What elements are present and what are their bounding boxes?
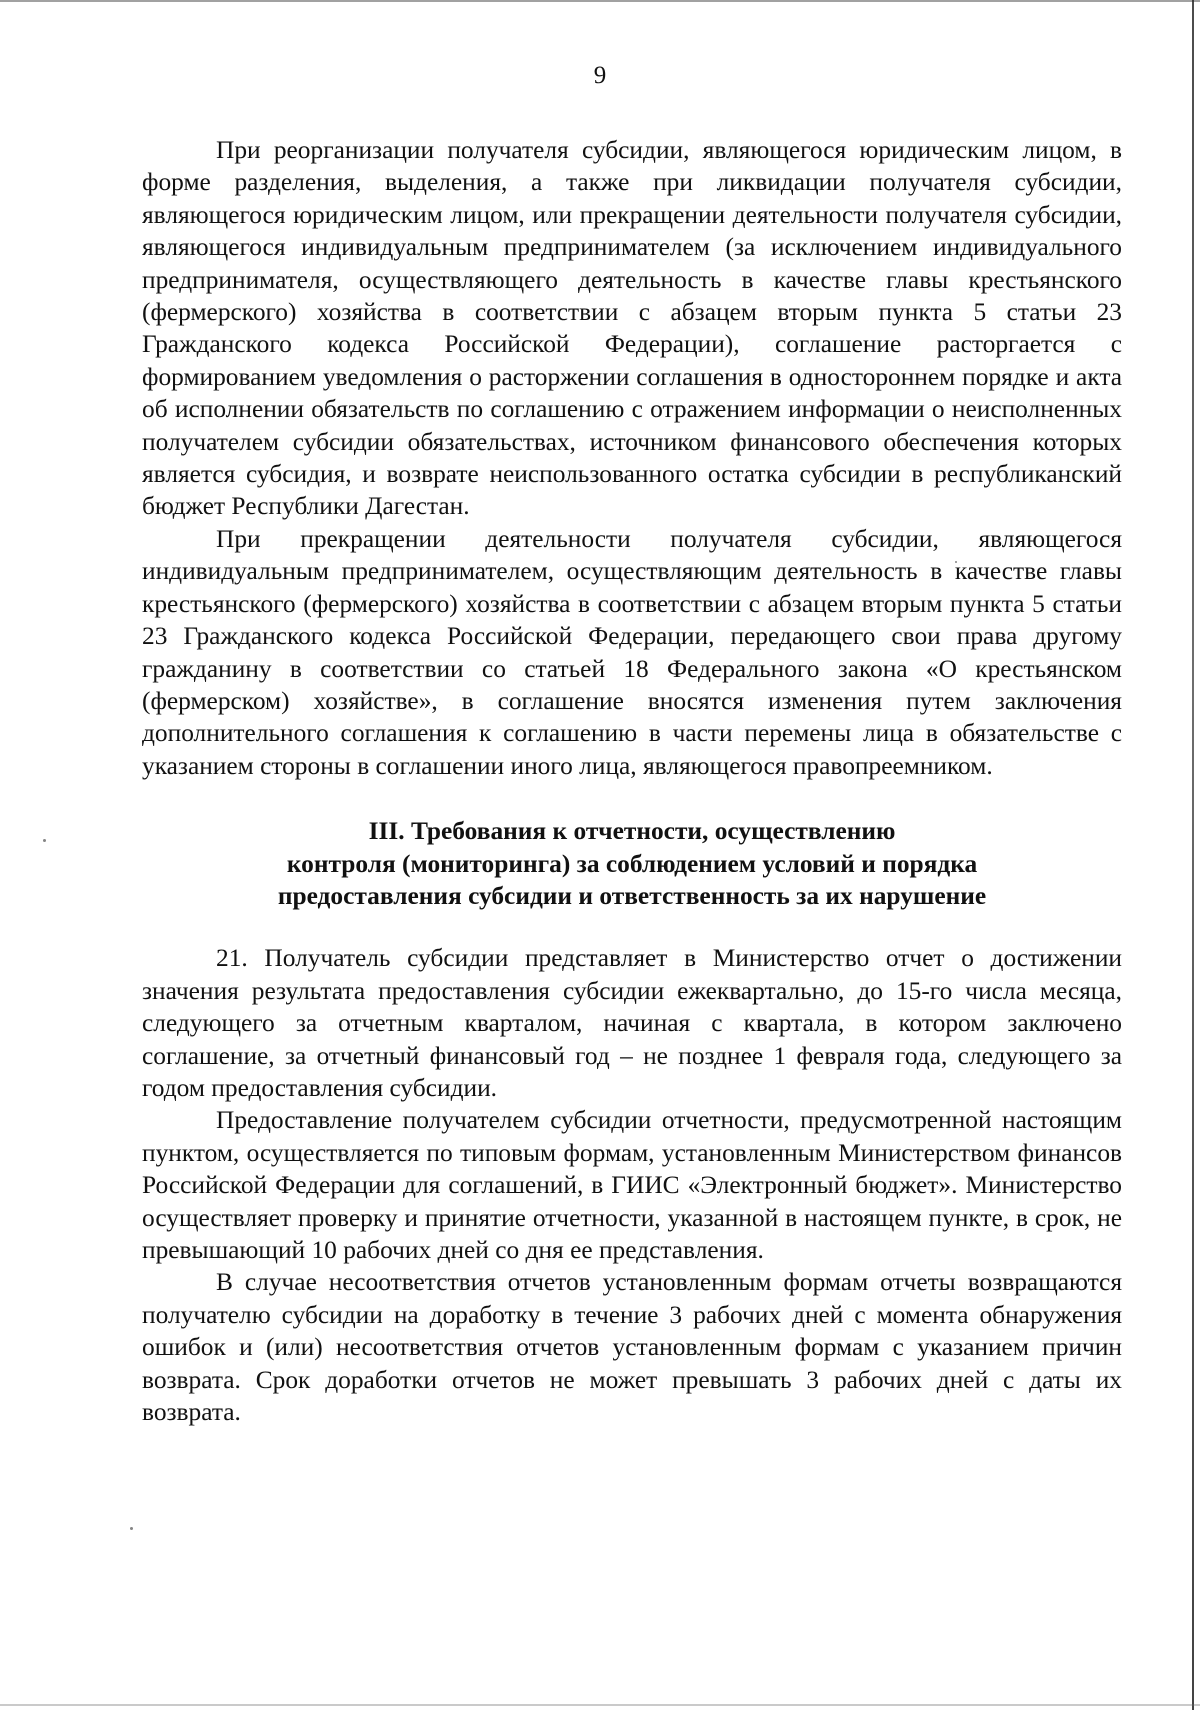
scan-bottom-edge <box>0 1704 1200 1706</box>
paragraph-reporting-forms: Предоставление получателем субсидии отчетности, предусмотренной настоящим пунктом, осуществляется по типовым формам, установленным Министерством финансов Российской Федерации для соглашений, в ГИИС «Электронный бюджет». Министерство осуществляет проверку и принятие отчетности, указанной в настоящем пункте, в срок, не превышающий 10 рабочих дней со дня ее представления. <box>142 1106 1122 1264</box>
document-body <box>142 134 1122 1428</box>
spacer <box>142 912 1122 942</box>
section-heading-line-2: контроля (мониторинга) за соблюдением условий и порядка <box>286 849 978 878</box>
paragraph-report-return: В случае несоответствия отчетов установленным формам отчеты возвращаются получателю субсидии на доработку в течение 3 рабочих дней с момента обнаружения ошибок и (или) несоответствия отчетов установленным формам с указанием причин возврата. Срок доработки отчетов не может превышать 3 рабочих дней с даты их возврата. <box>142 1268 1122 1427</box>
scan-speck <box>43 839 46 842</box>
scan-right-edge <box>1192 0 1194 1710</box>
paragraph-clause-21: 21. Получатель субсидии представляет в Министерство отчет о достижении значения результата предоставления субсидии ежеквартально, до 15-го числа месяца, следующего за отчетным кварталом, начиная с квартала, в котором заключено соглашение, за отчетный финансовый год – не позднее 1 февраля года, следующего за годом предоставления субсидии. <box>142 944 1122 1102</box>
scan-speck <box>130 1527 133 1530</box>
paragraph-termination: При прекращении деятельности получателя субсидии, являющегося индивидуальным предпринимателем, осуществляющим деятельность в качестве главы крестьянского (фермерского) хозяйства в соответствии с абзацем вторым пункта 5 статьи 23 Гражданского кодекса Российской Федерации, передающего свои права другому гражданину в соответствии со статьей 18 Федерального закона «О крестьянском (фермерском) хозяйстве», в соглашение вносятся изменения путем заключения дополнительного соглашения к соглашению в части перемены лица в обязательстве с указанием стороны в соглашении иного лица, являющегося правопреемником. <box>142 524 1122 780</box>
section-heading-line-3: предоставления субсидии и ответственность за их нарушение <box>277 881 987 910</box>
scan-top-edge <box>0 0 1200 2</box>
spacer <box>142 782 1122 815</box>
page-number: 9 <box>593 62 607 89</box>
paragraph-reorganization: При реорганизации получателя субсидии, являющегося юридическим лицом, в форме разделения, выделения, а также при ликвидации получателя субсидии, являющегося юридическим лицом, или прекращении деятельности получателя субсидии, являющегося индивидуальным предпринимателем (за исключением индивидуального предпринимателя, осуществляющего деятельность в качестве главы крестьянского (фермерского) хозяйства в соответствии с абзацем вторым пункта 5 статьи 23 Гражданского кодекса Российской Федерации), соглашение расторгается с формированием уведомления о расторжении соглашения в одностороннем порядке и акта об исполнении обязательств по соглашению с отражением информации о неисполненных получателем субсидии обязательствах, источником финансового обеспечения которых является субсидия, и возврате неиспользованного остатка субсидии в республиканский бюджет Республики Дагестан. <box>142 136 1122 521</box>
section-heading-line-1: III. Требования к отчетности, осуществлению <box>368 817 896 846</box>
section-heading <box>142 815 1122 912</box>
